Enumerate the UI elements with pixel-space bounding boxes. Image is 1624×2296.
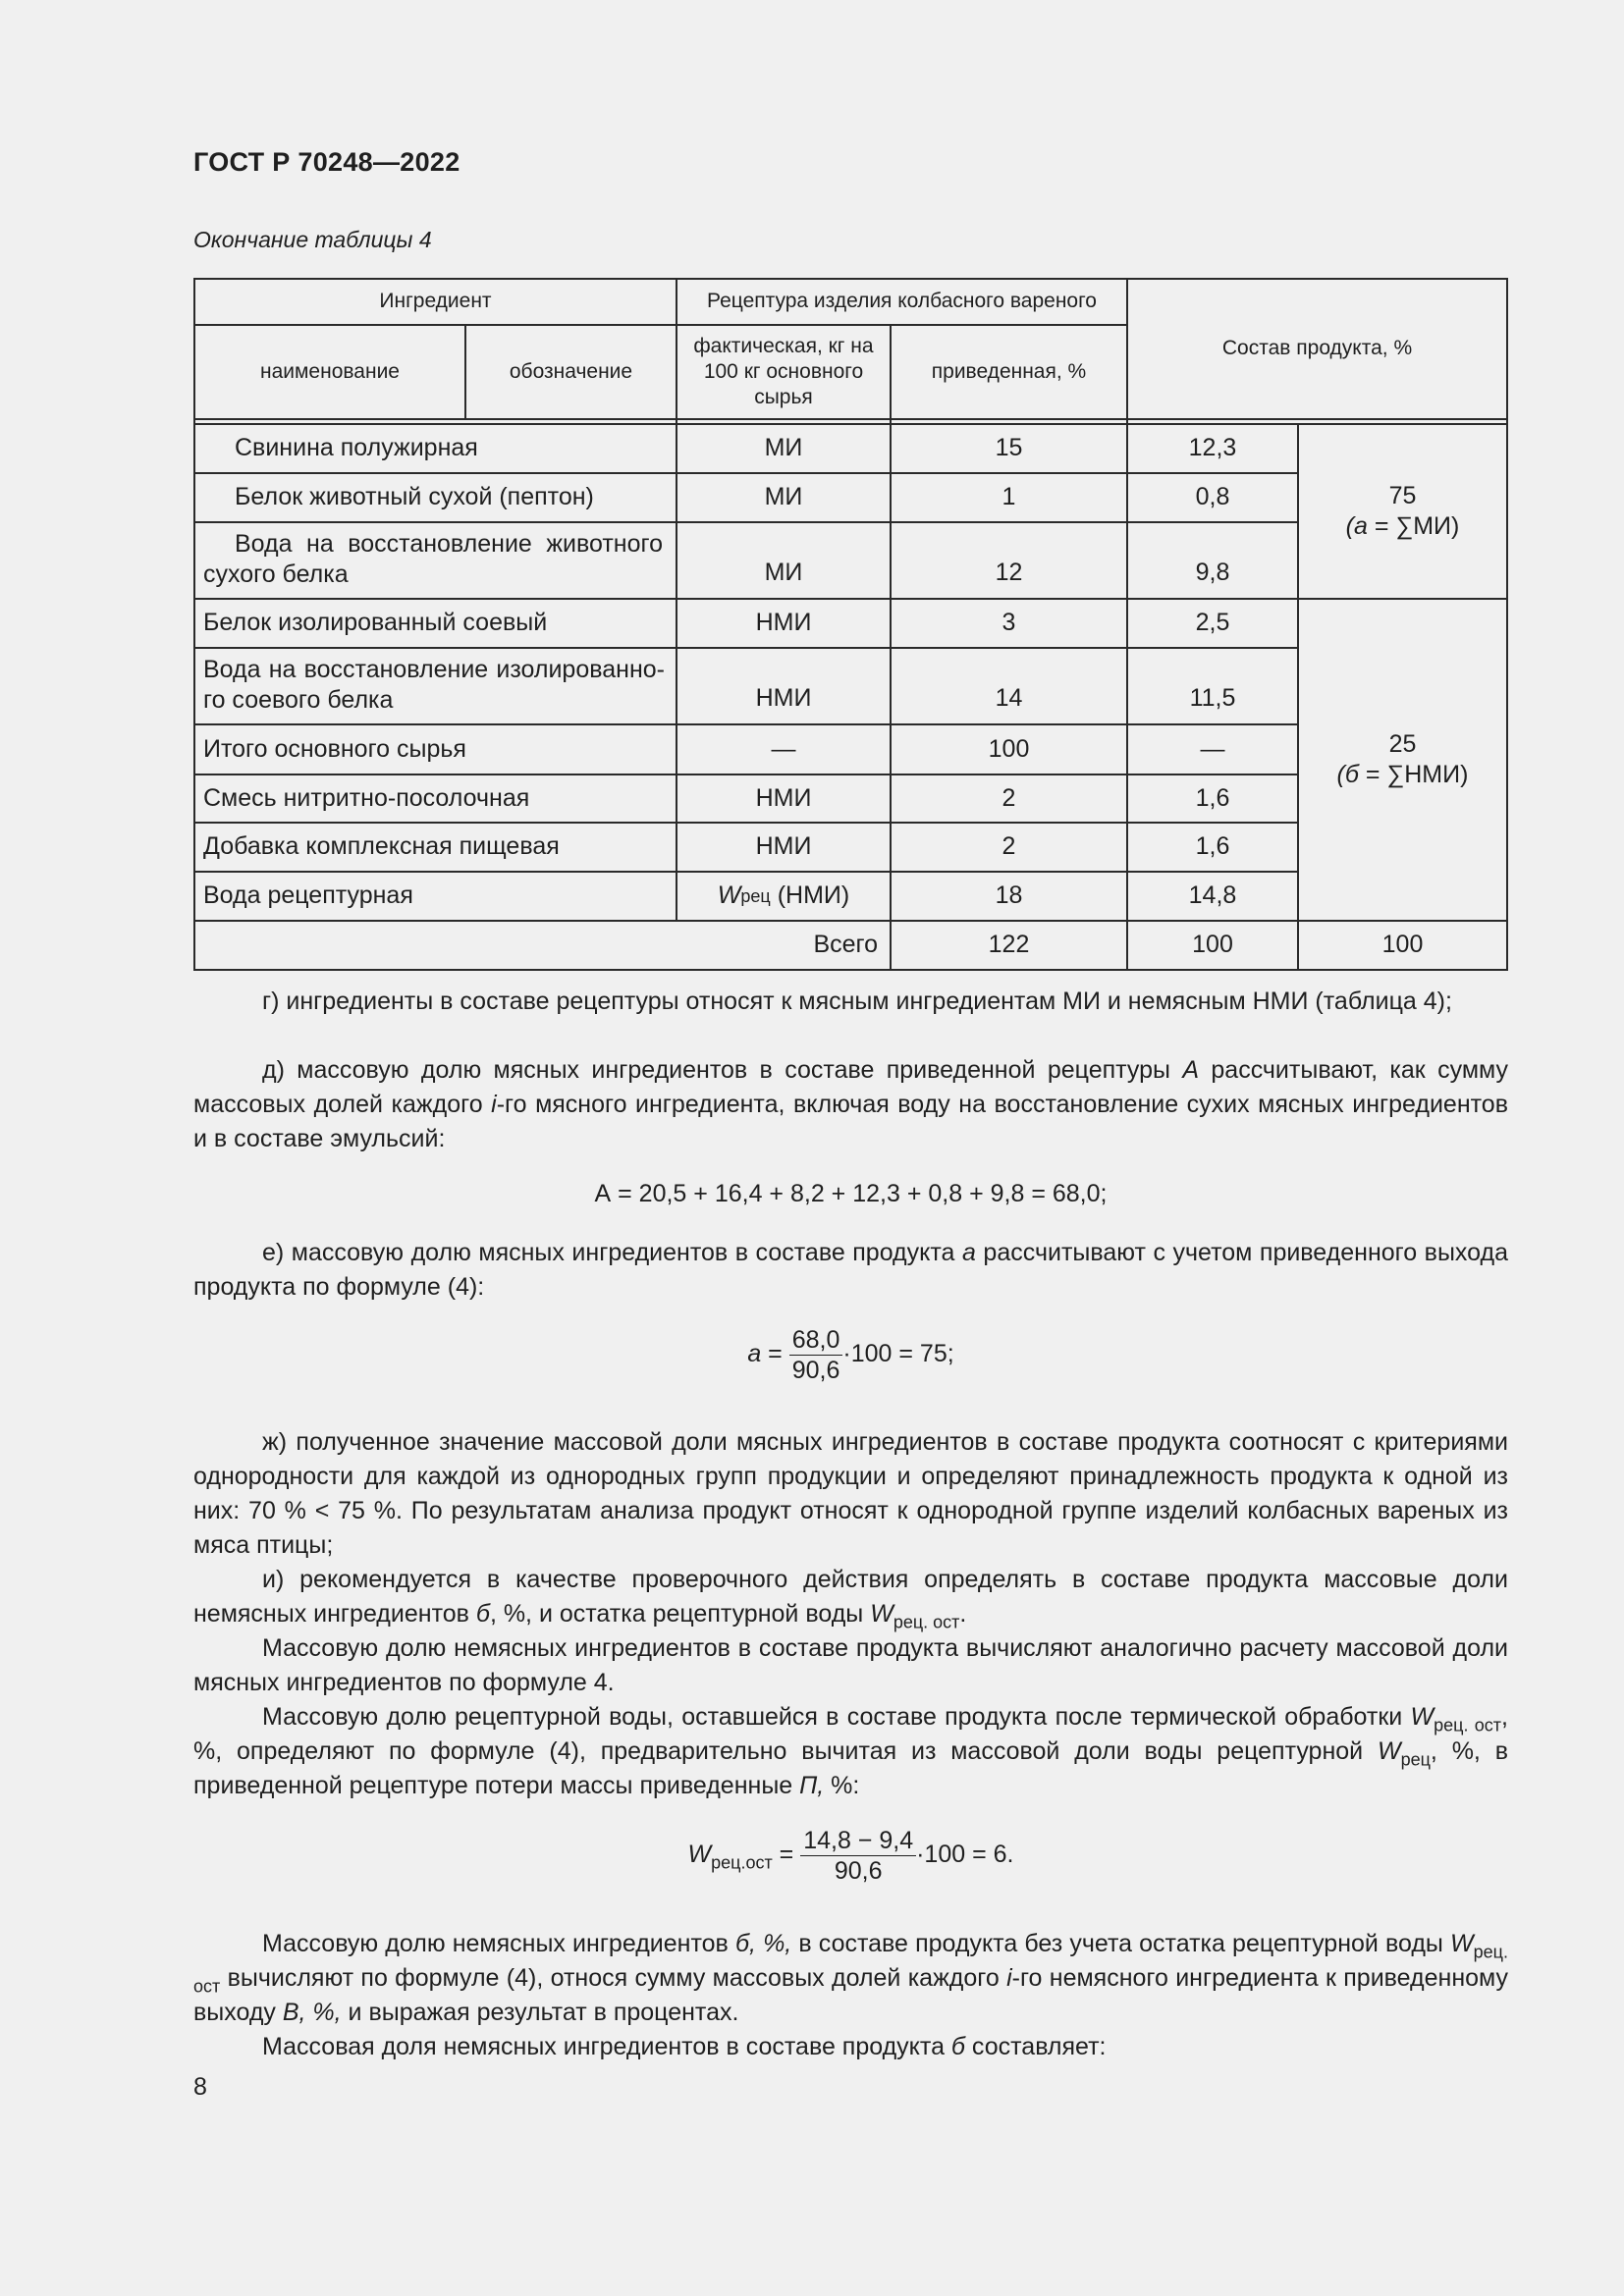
formula-w-residual: $W_{рец.ост}$ = $\frac{14,8 - 9,4}{90,6}$ ·100 = 6.	[687, 1827, 1014, 1885]
row-code: НМИ	[755, 609, 812, 637]
row-code: МИ	[764, 558, 803, 586]
row-actual: 14	[995, 683, 1023, 712]
paragraph-m2: Массовую долю рецептурной воды, оставшейся в составе продукта после термической обработки $W_{рец. ост}$, %, определяют по формуле (4), предварительно вычитая из массовой доли воды рецептурной $W_{рец}$, %, в приведенной рецептуре потери массы приведенные П, %:	[193, 1703, 1508, 1799]
group-nonmeat-total: 25 (б = ∑НМИ)	[1336, 730, 1469, 788]
row-reduced: 2,5	[1195, 609, 1230, 637]
row-actual: 2	[1001, 783, 1016, 812]
row-reduced: 1,6	[1195, 832, 1230, 861]
row-reduced: 11,5	[1189, 683, 1236, 712]
formula-A: А = 20,5 + 16,4 + 8,2 + 12,3 + 0,8 + 9,8 = 68,0;	[594, 1180, 1108, 1207]
row-reduced: 0,8	[1195, 483, 1230, 511]
row-reduced: 1,6	[1195, 783, 1230, 812]
row-code: НМИ	[755, 832, 812, 861]
header-name: наименование	[259, 359, 400, 383]
paragraph-i: и) рекомендуется в качестве проверочного действия определять в составе продукта массовые доли немясных ингредиентов б, %, и остатка рецептурной воды $W_{рец. ост}$.	[193, 1566, 1508, 1632]
paragraph-m1: Массовую долю немясных ингредиентов в составе продукта вычисляют аналогично расчету массовой доли мясных ингредиентов по формуле 4.	[193, 1634, 1508, 1696]
total-actual: 122	[988, 931, 1030, 959]
row-actual: 3	[1001, 609, 1016, 637]
row-code: —	[771, 734, 796, 763]
row-reduced: 9,8	[1195, 558, 1230, 586]
composition-table	[193, 278, 1508, 971]
formula-a: a = $\frac{68,0}{90,6}$ ·100 = 75;	[747, 1326, 954, 1384]
document-id: ГОСТ Р 70248—2022	[193, 147, 460, 177]
paragraph-m4: Массовая доля немясных ингредиентов в составе продукта б составляет:	[262, 2033, 1107, 2060]
header-ingredient: Ингредиент	[379, 290, 492, 313]
group-meat-total: 75 (а = ∑МИ)	[1345, 482, 1460, 540]
header-code: обозначение	[509, 359, 633, 383]
header-reduced: приведенная, %	[931, 359, 1087, 383]
total-composition: 100	[1381, 931, 1424, 959]
row-actual: 2	[1001, 832, 1016, 861]
row-name: Добавка комплексная пищевая	[203, 832, 560, 861]
row-reduced: —	[1200, 734, 1225, 763]
row-name: Вода рецептурная	[203, 881, 413, 910]
paragraph-m3: Массовую долю немясных ингредиентов б, %, в составе продукта без учета остатка рецептурной воды $W_{рец. ост}$ вычисляют по формуле (4), относя сумму массовых долей каждого i-го немясного ингредиента к приведенному выходу В, %, и выражая результат в процентах.	[193, 1930, 1508, 2026]
row-code: W рец (НМИ)	[717, 881, 850, 910]
row-name: Итого основного сырья	[203, 734, 466, 763]
total-reduced: 100	[1192, 931, 1233, 959]
row-name: Белок животный сухой (пептон)	[235, 483, 594, 511]
row-name: Свинина полужирная	[235, 434, 478, 462]
row-reduced: 14,8	[1188, 881, 1237, 910]
row-code: НМИ	[755, 683, 812, 712]
header-composition: Состав продукта, %	[1221, 337, 1413, 360]
row-actual: 1	[1001, 483, 1016, 511]
row-actual: 12	[995, 558, 1023, 586]
row-actual: 18	[995, 881, 1023, 910]
paragraph-d: д) массовую долю мясных ингредиентов в составе приведенной рецептуры А рассчитывают, как сумму массовых долей каждого i-го мясного ингредиента, включая воду на восстановление сухих мясных ингредиентов и в составе эмульсий:	[193, 1056, 1508, 1152]
row-name: Вода на восстановление изолированно- го соевого белка	[203, 656, 665, 714]
page-number: 8	[193, 2073, 207, 2101]
row-code: МИ	[764, 434, 803, 462]
row-actual: 15	[995, 434, 1023, 462]
row-name: Смесь нитритно-посолочная	[203, 783, 530, 812]
row-name: Вода на восстановление животного сухого белка	[203, 530, 663, 588]
paragraph-e: е) массовую долю мясных ингредиентов в составе продукта а рассчитывают с учетом приведенного выхода продукта по формуле (4):	[193, 1239, 1509, 1301]
table-caption: Окончание таблицы 4	[193, 227, 432, 252]
row-actual: 100	[988, 734, 1030, 763]
row-name: Белок изолированный соевый	[203, 609, 548, 637]
header-actual: фактическая, кг на 100 кг основного сырья	[693, 334, 874, 409]
paragraph-zh: ж) полученное значение массовой доли мясных ингредиентов в составе продукта соотносят с критериями однородности для каждой из однородных групп продукции и определяют принадлежность продукта к одной из них: 70 % < 75 %. По результатам анализа продукт относят к однородной группе изделий колбасных вареных из мяса птицы;	[193, 1428, 1508, 1559]
row-code: МИ	[764, 483, 803, 511]
header-recipe: Рецептура изделия колбасного вареного	[707, 290, 1097, 313]
row-code: НМИ	[755, 783, 812, 812]
row-reduced: 12,3	[1188, 434, 1237, 462]
paragraph-g: г) ингредиенты в составе рецептуры относят к мясным ингредиентам МИ и немясным НМИ (таблица 4);	[262, 988, 1452, 1015]
total-label: Всего	[813, 931, 878, 959]
